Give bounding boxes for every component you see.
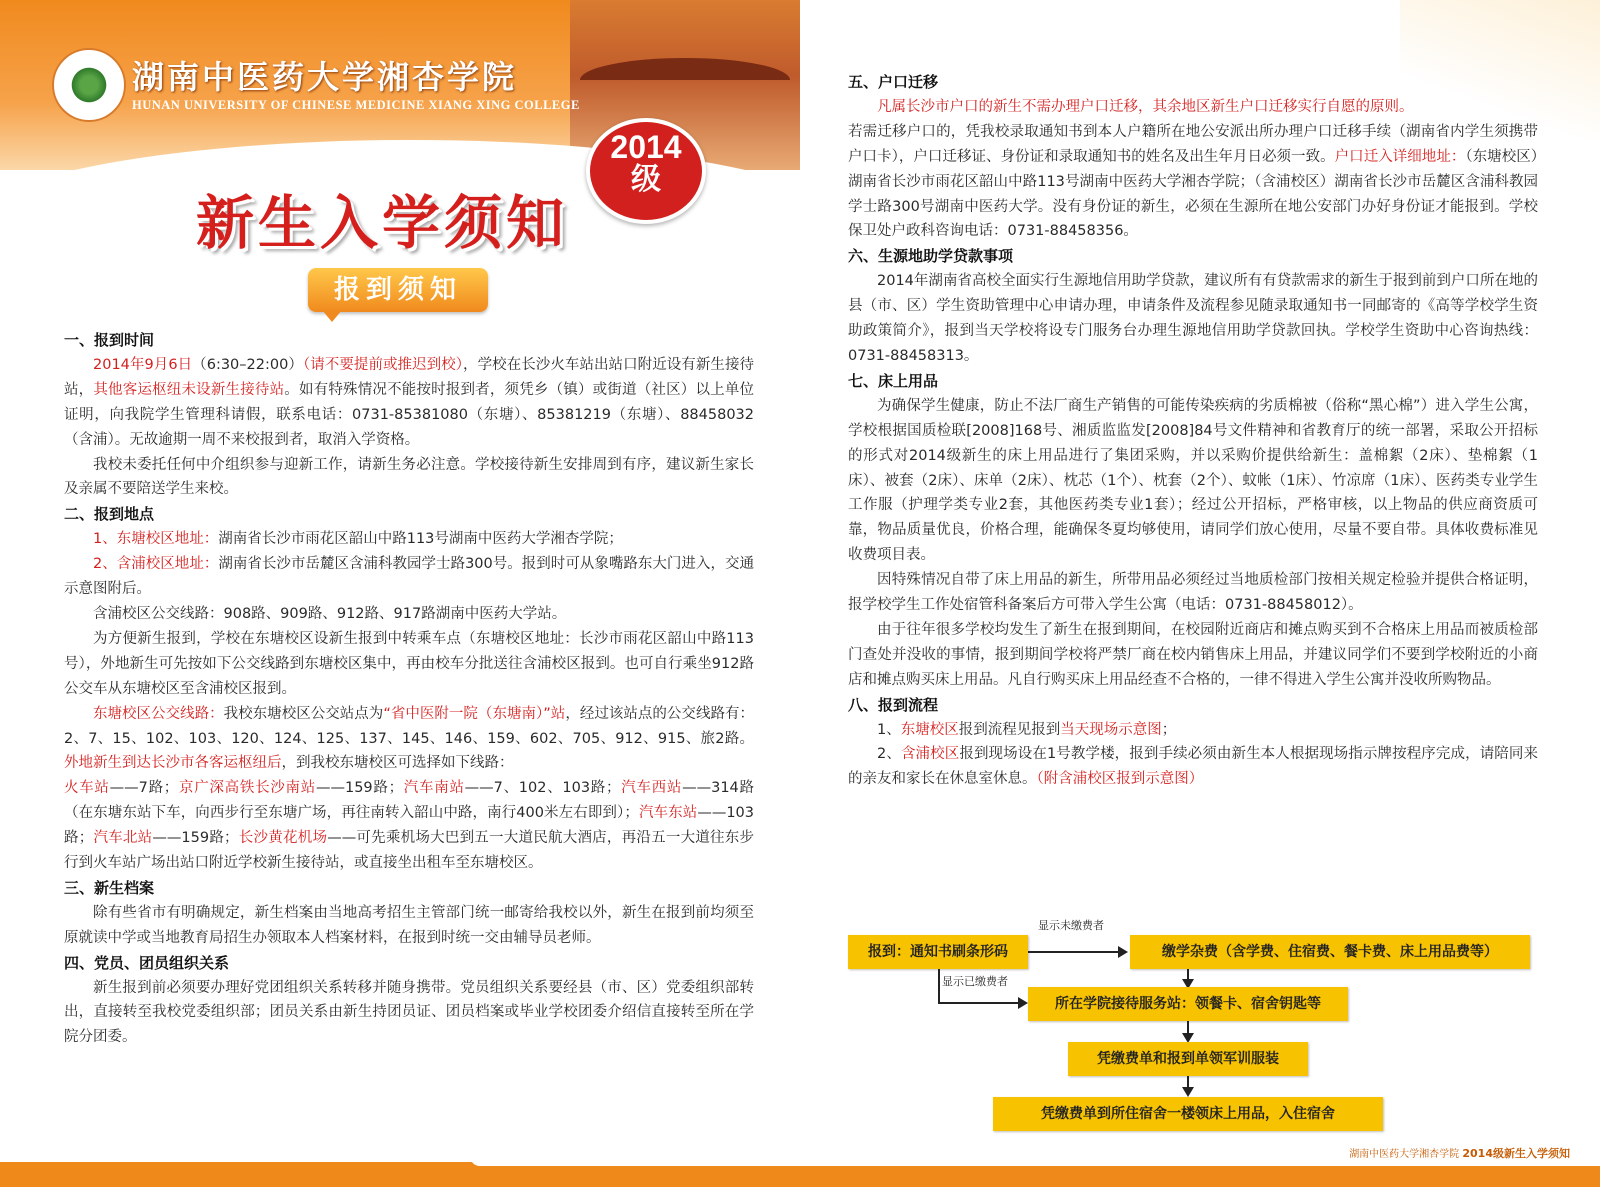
arrow-right-icon (1018, 997, 1028, 1009)
section-heading: 四、党员、团员组织关系 (64, 953, 230, 972)
paragraph: 含浦校区公交线路：908路、909路、912路、917路湖南中医药大学站。 (93, 605, 567, 622)
address-line: 2、含浦校区地址：湖南省长沙市岳麓区含浦科教园学士路300号。报到时可从象嘴路东大门进入，交通示意图附后。 (64, 556, 754, 598)
flow-step-dormitory: 凭缴费单到所住宿舍一楼领床上用品，入住宿舍 (993, 1097, 1383, 1131)
footer-caption: 湖南中医药大学湘杏学院 2014级新生入学须知 (1349, 1147, 1570, 1160)
flow-label-paid: 显示已缴费者 (942, 975, 1008, 988)
flow-label-unpaid: 显示未缴费者 (1038, 919, 1104, 932)
section-heading: 三、新生档案 (64, 878, 155, 897)
paragraph: 因特殊情况自带了床上用品的新生，所带用品必须经过当地质检部门按相关规定检验并提供合格证明，报学校学生工作处宿管科备案后方可带入学生公寓（电话：0731-88458012）。 (848, 572, 1538, 614)
section-heading: 六、生源地助学贷款事项 (848, 247, 1014, 266)
paragraph: 为方便新生报到，学校在东塘校区设新生报到中转乘车点（东塘校区地址：长沙市雨花区韶山中路113号），外地新生可先按如下公交线路到东塘校区集中，再由校车分批送往含浦校区报到。也可自行乘坐912路公交车从东塘校区至含浦校区报到。 (64, 630, 754, 697)
college-name-en: HUNAN UNIVERSITY OF CHINESE MEDICINE XIANG XING COLLEGE (132, 98, 580, 112)
left-column (64, 328, 754, 1050)
registration-flowchart (848, 919, 1568, 1135)
paragraph: 为确保学生健康，防止不法厂商生产销售的可能传染疾病的劣质棉被（俗称“黑心棉”）进入学生公寓，学校根据国质检联[2008]168号、湘质监监发[2008]84号文件精神和省教育厅的统一部署，采取公开招标的形式对2014级新生的床上用品进行了集团采购，并以采购价提供给新生：盖棉絮（2床）、垫棉絮（1床）、被套（2床）、床单（2床）、枕芯（1个）、枕套（2个）、蚊帐（1床）、竹凉席（1床）、医药类专业学生工作服（护理学类专业2套，其他医药类专业1套）；经过公开招标，严格审核，以上物品的供应商资质可靠，物品质量优良，价格合理，能确保冬夏均够使用，请同学们放心使用，尽量不要自带。具体收费标准见收费项目表。 (848, 397, 1538, 564)
process-line: 1、东塘校区报到流程见报到当天现场示意图； (877, 721, 1177, 738)
section-heading: 八、报到流程 (848, 695, 939, 714)
year-badge (586, 118, 706, 224)
route-list: 火车站——7路；京广深高铁长沙南站——159路；汽车南站——7、102、103路；汽车西站——314路（在东塘东站下车，向西步行至东塘广场，再往南转入韶山中路，南行400米左右即到）；汽车东站——103路；汽车北站——159路；长沙黄花机场——可先乘机场大巴到五一大道民航大酒店，再沿五一大道往东步行到火车站广场出站口附近学校新生接待站，或直接坐出租车至东塘校区。 (64, 780, 755, 872)
arrow-right-icon (1118, 946, 1128, 958)
address-line: 1、东塘校区地址：湖南省长沙市雨花区韶山中路113号湖南中医药大学湘杏学院； (93, 531, 623, 548)
college-emblem-icon (54, 50, 124, 120)
section-heading: 七、床上用品 (848, 371, 939, 390)
paragraph: 2014年湖南省高校全面实行生源地信用助学贷款，建议所有有贷款需求的新生于报到前到户口所在地的县（市、区）学生资助管理中心申请办理，申请条件及流程参见随录取通知书一同邮寄的《高等学校学生资助政策简介》，报到当天学校将设专门服务台办理生源地信用助学贷款回执。学校学生资助中心咨询热线：0731-88458313。 (848, 273, 1538, 364)
process-line: 2、含浦校区报到现场设在1号教学楼，报到手续必须由新生本人根据现场指示牌按程序完成，请陪同来的亲友和家长在休息室休息。（附含浦校区报到示意图） (848, 746, 1538, 788)
section-heading: 二、报到地点 (64, 505, 155, 524)
flow-connector (938, 969, 940, 1003)
right-column (848, 70, 1538, 792)
flow-step-service-station: 所在学院接待服务站：领餐卡、宿舍钥匙等 (1028, 987, 1348, 1021)
section-heading: 一、报到时间 (64, 331, 155, 349)
flow-step-scan: 报到：通知书刷条形码 (848, 935, 1028, 969)
section-heading: 五、户口迁移 (848, 73, 939, 91)
paragraph: 我校未委托任何中介组织参与迎新工作，请新生务必注意。学校接待新生安排周到有序，建议新生家长及亲属不要陪送学生来校。 (64, 456, 754, 498)
flow-step-pay-fees: 缴学杂费（含学费、住宿费、餐卡费、床上用品费等） (1130, 935, 1530, 969)
year-suffix: 级 (631, 163, 661, 196)
paragraph: 2014年9月6日（6:30–22:00）（请不要提前或推迟到校），学校在长沙火车站出站口附近设有新生接待站，其他客运枢纽未设新生接待站。如有特殊情况不能按时报到者，须凭乡（镇）或街道（社区）以上单位证明，向我院学生管理科请假，联系电话：0731-85381080（东塘）、85381219（东塘）、88458032（含浦）。无故逾期一周不来校报到者，取消入学资格。 (64, 356, 755, 448)
paragraph: 若需迁移户口的，凭我校录取通知书到本人户籍所在地公安派出所办理户口迁移手续（湖南省内学生须携带户口卡），户口迁移证、身份证和录取通知书的姓名及出生年月日必须一致。户口迁入详细地址：（东塘校区）湖南省长沙市雨花区韶山中路113号湖南中医药大学湘杏学院；（含浦校区）湖南省长沙市岳麓区含浦科教园学士路300号湖南中医药大学。没有身份证的新生，必须在生源所在地公安部门办好身份证才能报到。学校保卫处户政科咨询电话：0731-88458356。 (848, 123, 1539, 240)
section-banner: 报到须知 (308, 268, 488, 312)
flow-connector (938, 1002, 1020, 1004)
flow-step-uniform: 凭缴费单和报到单领军训服装 (1068, 1042, 1308, 1076)
paragraph: 东塘校区公交线路：我校东塘校区公交站点为“省中医附一院（东塘南）”站，经过该站点的公交线路有：2、7、15、102、103、120、124、125、137、145、146、159、602、705、912、915、旅2路。外地新生到达长沙市各客运枢纽后，到我校东塘校区可选择如下线路： (64, 705, 754, 772)
flow-connector (1028, 951, 1120, 953)
paragraph: 除有些省市有明确规定，新生档案由当地高考招生主管部门统一邮寄给我校以外，新生在报到前均须至原就读中学或当地教育局招生办领取本人档案材料，在报到时统一交由辅导员老师。 (64, 904, 754, 946)
page-title: 新生入学须知 (196, 189, 569, 257)
paragraph: 新生报到前必须要办理好党团组织关系转移并随身携带。党员组织关系要经县（市、区）党委组织部转出，直接转至我校党委组织部；团员关系由新生持团员证、团员档案或毕业学校团委介绍信直接转至所在学院分团委。 (64, 979, 754, 1046)
year-number: 2014 (610, 129, 682, 165)
paragraph: 凡属长沙市户口的新生不需办理户口迁移，其余地区新生户口迁移实行自愿的原则。 (877, 98, 1414, 115)
college-name-cn: 湖南中医药大学湘杏学院 (132, 58, 518, 96)
paragraph: 由于往年很多学校均发生了新生在报到期间，在校园附近商店和摊点购买到不合格床上用品而被质检部门查处并没收的事情，报到期间学校将严禁厂商在校内销售床上用品，并建议同学们不要到学校附近的小商店和摊点购买床上用品。凡自行购买床上用品经查不合格的，一律不得进入学生公寓并没收所购物品。 (848, 621, 1538, 688)
arrow-down-icon (1182, 1087, 1194, 1097)
